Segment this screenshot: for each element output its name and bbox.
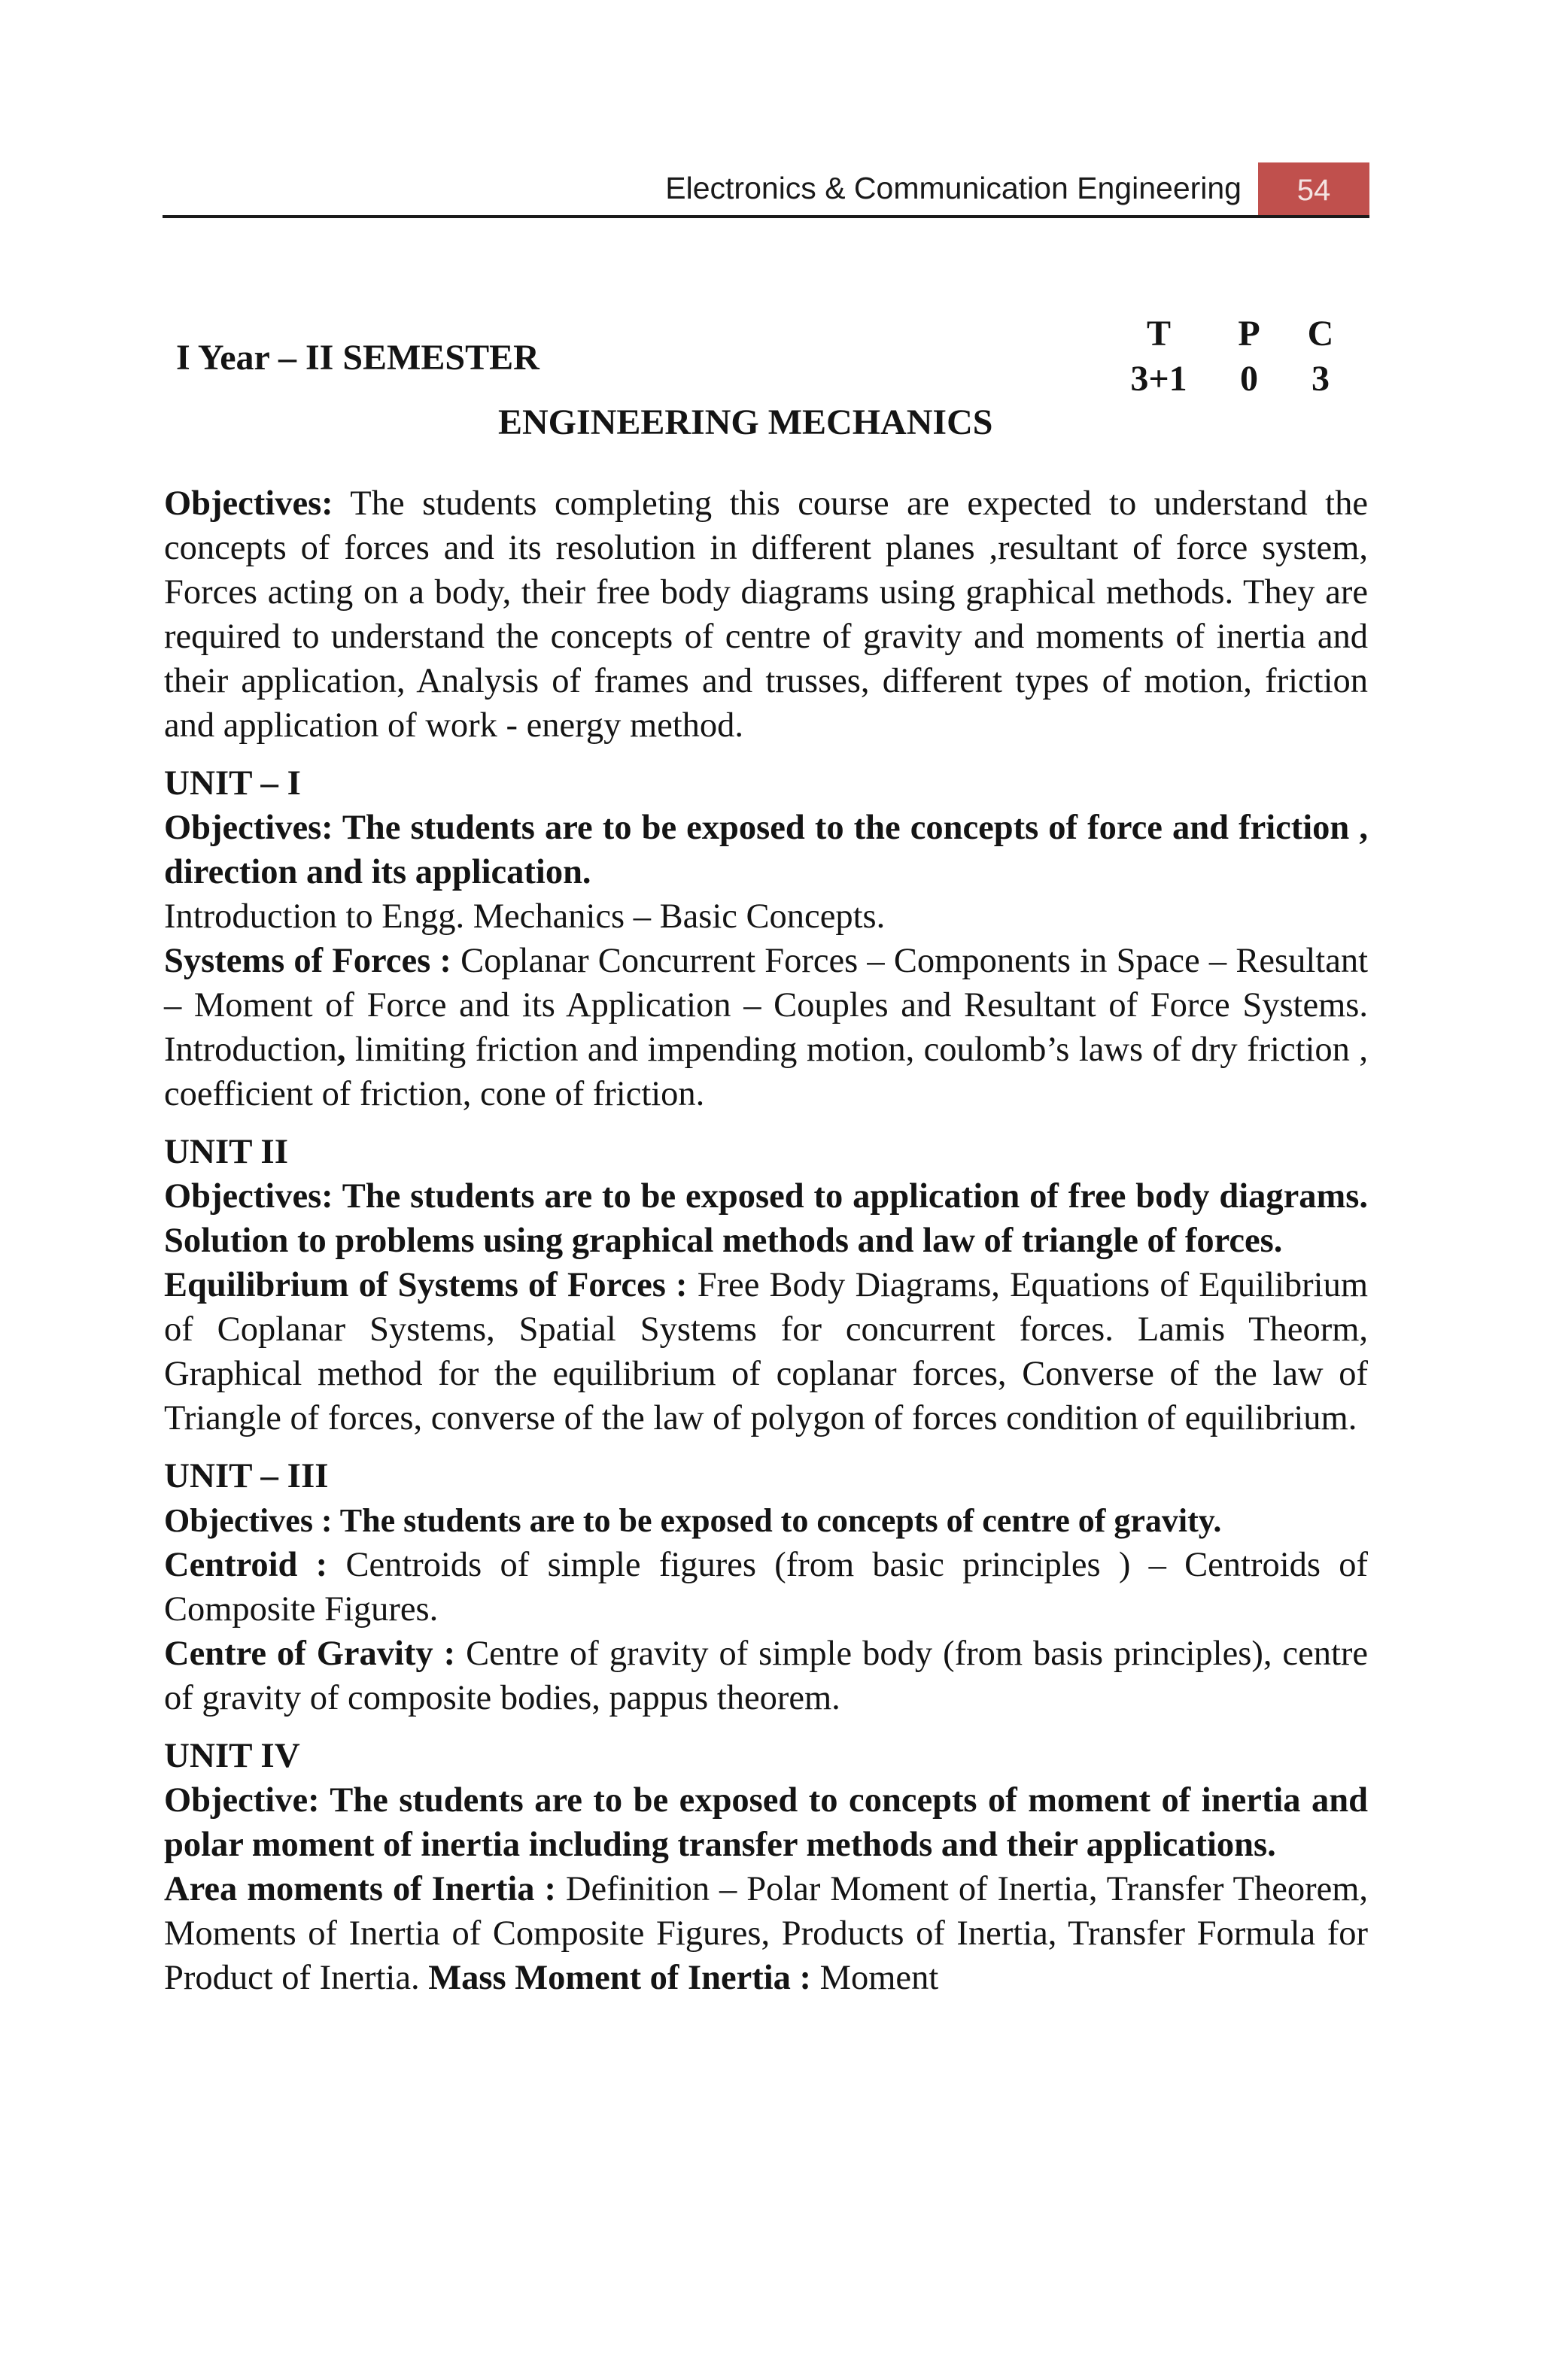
unit-4-topic-2-label: Mass Moment of Inertia : (428, 1959, 812, 1997)
unit-2-topic (164, 1263, 1368, 1440)
unit-2-heading: UNIT II (164, 1132, 289, 1171)
credits-header-c: C (1307, 314, 1334, 354)
unit-1-topic-text: Coplanar Concurrent Forces – Components in Space – Resultant – Moment of Force and its Application – Couples and Resultant of Force Systems. Introduction (164, 942, 1368, 1069)
header-department: Electronics & Communication Engineering (665, 171, 1242, 205)
page-number-badge: 54 (1258, 162, 1369, 218)
credits-value-c: 3 (1312, 359, 1330, 399)
credits-value-t: 3+1 (1130, 359, 1187, 399)
unit-1-topic-comma: , (336, 1031, 346, 1069)
course-objectives-label: Objectives: (164, 484, 333, 523)
unit-4-topic (164, 1867, 1368, 2000)
unit-1-objective: Objectives: The students are to be exposed to the concepts of force and friction , direction and its application. (164, 809, 1368, 891)
unit-3-topic-2 (164, 1632, 1368, 1720)
unit-4-topic-1-text: Definition – Polar Moment of Inertia, Transfer Theorem, Moments of Inertia of Composite Figures, Products of Inertia, Transfer Formula for Product of Inertia. (164, 1870, 1369, 1997)
unit-4-topic-2-text: Moment (811, 1959, 939, 1997)
unit-1-topic-text-2: limiting friction and impending motion, coulomb’s laws of dry friction , coefficient of friction, cone of friction. (164, 1031, 1368, 1113)
unit-1-topic-label: Systems of Forces : (164, 942, 451, 980)
unit-2-topic-text: Free Body Diagrams, Equations of Equilibrium of Coplanar Systems, Spatial Systems for concurrent forces. Lamis Theorm, Graphical method for the equilibrium of coplanar forces, Converse of the law of Triangle of forces, converse of the law of polygon of forces condition of equilibrium. (164, 1266, 1368, 1437)
semester-heading: I Year – II SEMESTER (176, 338, 540, 378)
unit-1-topic (164, 939, 1368, 1116)
course-objectives (164, 481, 1368, 748)
unit-4-topic-1-label: Area moments of Inertia : (164, 1870, 556, 1908)
credits-header-row (1106, 311, 1354, 357)
unit-3-heading: UNIT – III (164, 1456, 329, 1495)
credits-value-p: 0 (1240, 359, 1258, 399)
unit-4-heading: UNIT IV (164, 1736, 300, 1775)
unit-4-objective: Objective: The students are to be exposed to concepts of moment of inertia and polar moment of inertia including transfer methods and their applications. (164, 1781, 1368, 1864)
unit-2-objective: Objectives: The students are to be exposed to application of free body diagrams. Solution to problems using graphical methods and law of triangle of forces. (164, 1177, 1368, 1260)
credits-table (1106, 311, 1354, 402)
unit-3-topic-1 (164, 1543, 1368, 1632)
unit-3-topic-1-label: Centroid : (164, 1546, 328, 1584)
unit-1-heading: UNIT – I (164, 763, 301, 803)
header-rule (163, 215, 1369, 218)
credits-header-p: P (1238, 314, 1260, 354)
syllabus-content (164, 481, 1368, 2000)
course-objectives-text: The students completing this course are expected to understand the concepts of forces and its resolution in different planes ,resultant of force system, Forces acting on a body, their free body diagrams using graphical methods. They are required to understand the concepts of centre of gravity and moments of inertia and their application, Analysis of frames and trusses, different types of motion, friction and application of work - energy method. (164, 484, 1368, 745)
unit-3-objective: Objectives : The students are to be exposed to concepts of centre of gravity. (164, 1502, 1222, 1539)
credits-value-row (1106, 357, 1354, 402)
unit-3-topic-1-text: Centroids of simple figures (from basic principles ) – Centroids of Composite Figures. (164, 1546, 1368, 1629)
unit-3-topic-2-label: Centre of Gravity : (164, 1635, 456, 1673)
unit-3-topic-2-text: Centre of gravity of simple body (from basis principles), centre of gravity of composite bodies, pappus theorem. (164, 1635, 1369, 1717)
subject-title: ENGINEERING MECHANICS (498, 402, 993, 442)
credits-header-t: T (1146, 314, 1171, 354)
unit-2-topic-label: Equilibrium of Systems of Forces : (164, 1266, 688, 1304)
unit-1-intro: Introduction to Engg. Mechanics – Basic Concepts. (164, 897, 886, 936)
